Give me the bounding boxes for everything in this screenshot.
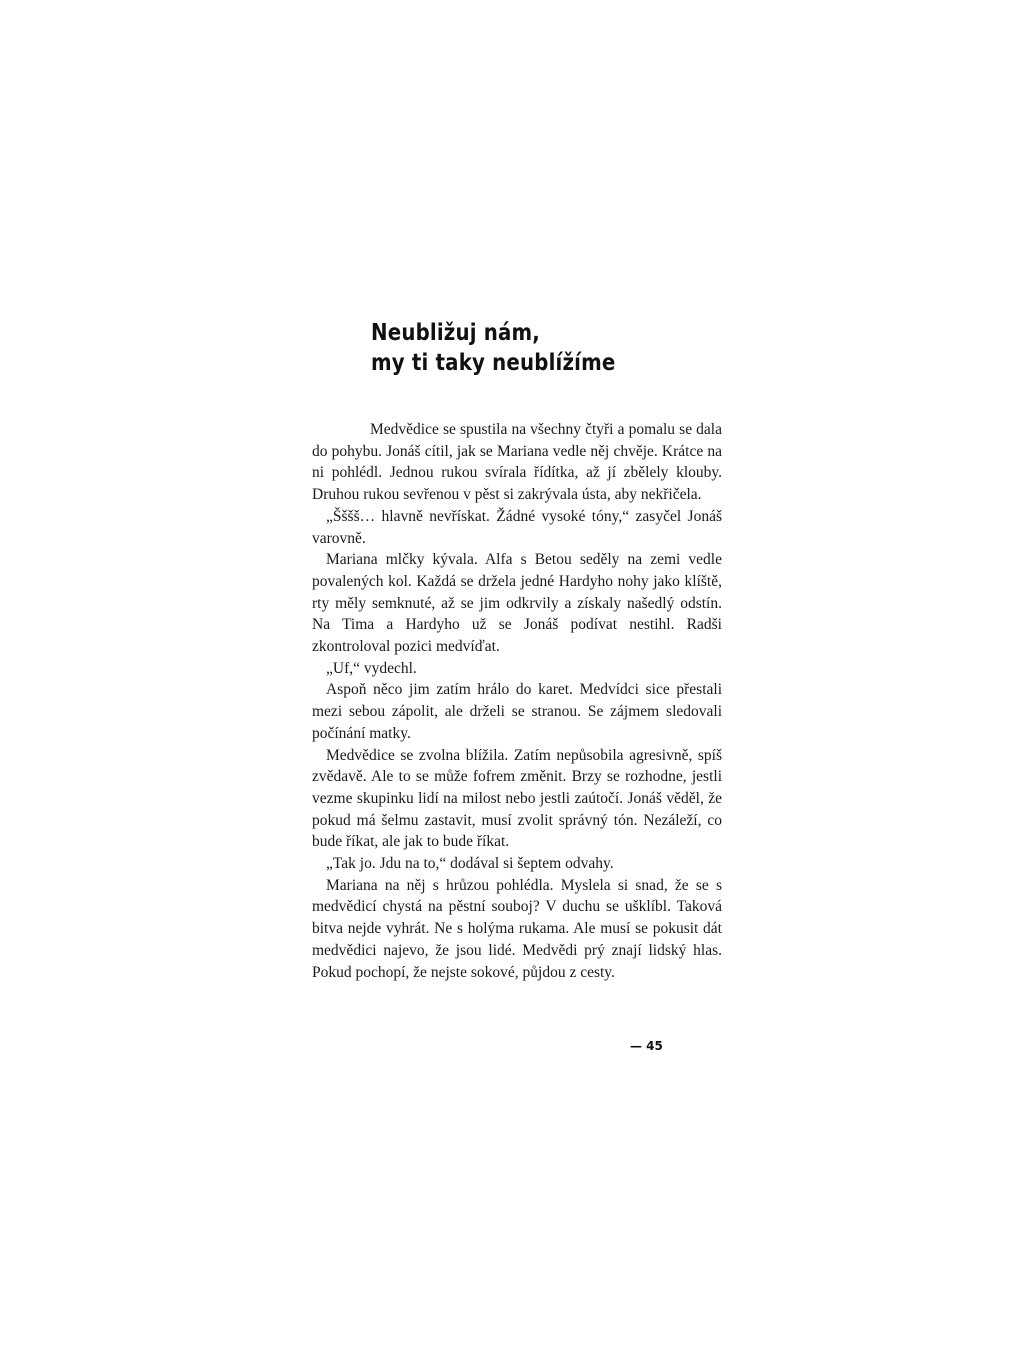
paragraph: Mariana mlčky kývala. Alfa s Betou seděly na zemi vedle povalených kol. Každá se držela jedné Hardyho nohy jako klíště, rty měly semknuté, až se jim odkrvily a získaly našedlý odstín. Na Tima a Hardyho už se Jonáš podívat nestihl. Radši zkontroloval pozici medvíďat. [312, 551, 722, 656]
chapter-title-line-2: my ti taky neublížíme [371, 350, 616, 376]
paragraph: Medvědice se spustila na všechny čtyři a pomalu se dala do pohybu. Jonáš cítil, jak se Mariana vedle něj chvěje. Krátce na ni pohlédl. Jednou rukou svírala řídítka, až jí zbělely klouby. Druhou rukou sevřenou v pěst si zakrývala ústa, aby nekřičela. [312, 421, 722, 504]
chapter-title [371, 318, 732, 378]
paragraph: Aspoň něco jim zatím hrálo do karet. Medvídci sice přestali mezi sebou zápolit, ale drželi se stranou. Se zájmem sledovali počínání matky. [312, 681, 722, 742]
paragraph: Mariana na něj s hrůzou pohlédla. Myslela si snad, že se s medvědicí chystá na pěstní souboj? V duchu se ušklíbl. Taková bitva nejde vyhrát. Ne s holýma rukama. Ale musí se pokusit dát medvědici najevo, že jsou lidé. Medvědi prý znají lidský hlas. Pokud pochopí, že nejste sokové, půjdou z cesty. [312, 876, 722, 981]
chapter-title-line-1: Neubližuj nám, [371, 320, 541, 346]
paragraph: Medvědice se zvolna blížila. Zatím nepůsobila agresivně, spíš zvědavě. Ale to se může fofrem změnit. Brzy se rozhodne, jestli vezme skupinku lidí na milost nebo jestli zaútočí. Jonáš věděl, že pokud má šelmu zastavit, musí zvolit správný tón. Nezáleží, co bude říkat, ale jak to bude říkat. [312, 746, 722, 851]
page-number: — 45 [630, 1039, 663, 1053]
paragraph: „Uf,“ vydechl. [326, 659, 417, 677]
paragraph: „Tak jo. Jdu na to,“ dodával si šeptem odvahy. [326, 855, 614, 873]
paragraph: „Šššš… hlavně nevřískat. Žádné vysoké tóny,“ zasyčel Jonáš varovně. [312, 507, 722, 547]
chapter-body [312, 419, 722, 983]
